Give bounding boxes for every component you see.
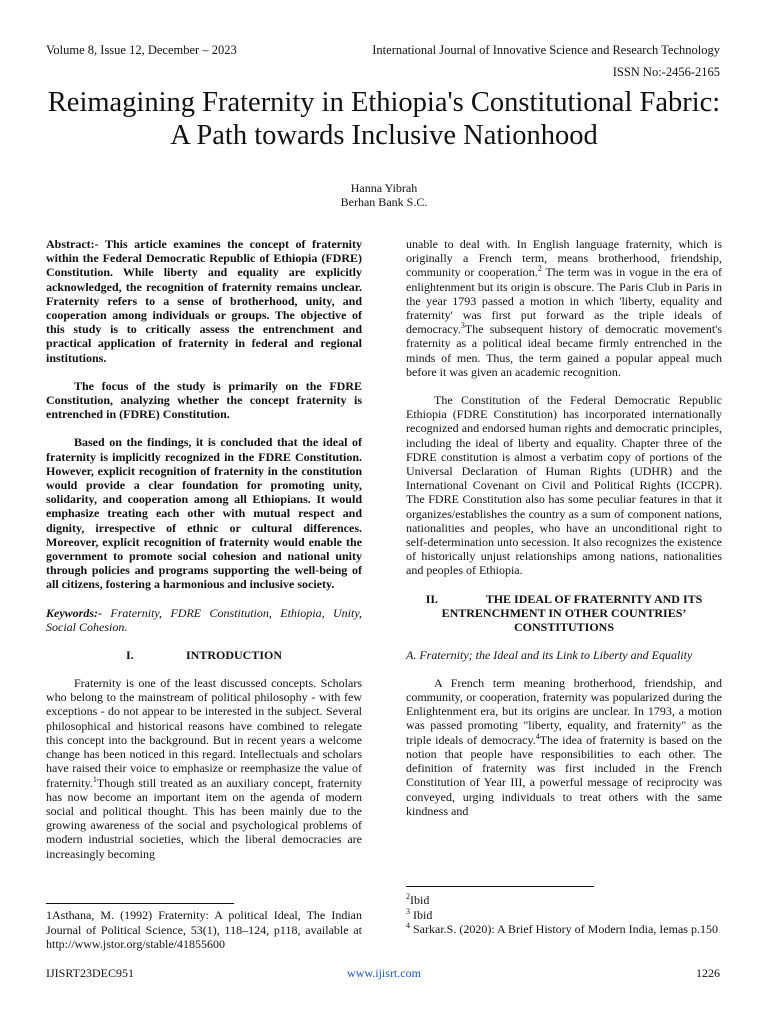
subsection-a-heading: A. Fraternity; the Ideal and its Link to Liberty and Equality [406, 647, 693, 662]
abstract-paragraph-2: The focus of the study is primarily on the FDRE Constitution, analyzing whether the concept fraternity is entrenched in (FDRE) Constitution. [46, 378, 362, 422]
keywords-text: Fraternity, FDRE Constitution, Ethiopia, Unity, Social Cohesion. [46, 605, 362, 634]
keywords-label: Keywords:- [46, 605, 102, 620]
right-p1-text-a: unable to deal with. In English language fraternity, which is originally a French term, means brotherhood, friendship, community or cooperation. [406, 237, 722, 280]
journal-volume: Volume 8, Issue 12, December – 2023 [46, 43, 237, 57]
footnote-4-text: Sarkar.S. (2020): A Brief History of Modern India, Iemas p.150 [410, 922, 718, 936]
footnote-4 [406, 922, 722, 937]
right-p3-text-a: A French term meaning brotherhood, friendship, and community, or cooperation, fraternity was popularized during the Enlightenment era, but its origins are unclear. In 1793, a motion was passed promoting "liberty, equality, and fraternity" as the triple ideals of democracy. [406, 675, 722, 747]
author-affiliation: Berhan Bank S.C. [340, 195, 428, 209]
section-1-heading [46, 648, 362, 662]
footnote-2-text: Ibid [410, 893, 430, 907]
footnote-ref-4: 4 [535, 731, 540, 741]
footnote-2-number: 2 [406, 892, 410, 901]
paper-code: IJISRT23DEC951 [46, 966, 134, 980]
intro-paragraph [46, 676, 362, 861]
right-paragraph-2: The Constitution of the Federal Democratic Republic Ethiopia (FDRE Constitution) has incorporated internationally recognized and endorsed human rights and democratic principles, including the ideal of liberty and equality. Chapter three of the FDRE constitution is almost a verbatim copy of portions of the Universal Declaration of Human Rights (UDHR) and the International Covenant on Civil and Political Rights (ICCPR). The FDRE Constitution also has some peculiar features in that it organizes/establishes the country as a sum of component nations, nationalities and peoples, who have an unconditional right to self-determination unto secession. It also recognizes the existence of historically unjust relationships among nations, nationalities and peoples of Ethiopia. [406, 393, 722, 578]
section-2-heading [406, 592, 722, 634]
footnote-ref-3: 3 [460, 321, 465, 331]
keywords [46, 606, 362, 634]
issn: ISSN No:-2456-2165 [612, 65, 720, 79]
footnote-4-number: 4 [406, 921, 410, 930]
author-name: Hanna Yibrah [350, 181, 418, 195]
page-number: 1226 [696, 966, 720, 980]
footnotes-right [406, 893, 722, 937]
left-column [46, 237, 362, 861]
footnote-divider-left [46, 903, 234, 904]
section-1-number: I. [125, 648, 134, 663]
footnote-ref-1: 1 [92, 774, 97, 784]
intro-text-a: Fraternity is one of the least discussed concepts. Scholars who belong to the mainstream of political philosophy - with few exceptions - do not appear to be interested in the subject. Several philosophical and historical reasons have combined to relegate this concept into the background. But in recent years a welcome change has been noticed in this regard. Intellectuals and scholars have raised their voice to emphasize or reemphasize the value of fraternity. [46, 676, 362, 790]
right-p1-text-c: The subsequent history of democratic movement's fraternity as a political ideal became firmly entrenched in the minds of men. Thus, the term gained a popular appeal much before it was given an academic recognition. [406, 322, 722, 379]
journal-name: International Journal of Innovative Science and Research Technology [372, 43, 720, 57]
footnote-3 [406, 908, 722, 923]
section-2-title: THE IDEAL OF FRATERNITY AND ITS ENTRENCHMENT IN OTHER COUNTRIES’ CONSTITUTIONS [441, 591, 703, 634]
footnotes-left [46, 908, 362, 952]
footnote-divider-right [406, 886, 594, 887]
right-p3-text-b: The idea of fraternity is based on the notion that people have responsibilities to each other. The definition of fraternity was first included in the French Constitution of Year III, a powerful message of reciprocity was conveyed, urging individuals to treat others with the same kindness and [406, 732, 722, 818]
footnote-1: 1Asthana, M. (1992) Fraternity: A political Ideal, The Indian Journal of Political Science, 53(1), 118–124, p118, available at http://www.jstor.org/stable/41855600 [46, 908, 362, 951]
section-2-number: II. [425, 591, 439, 606]
section-1-title: INTRODUCTION [185, 648, 282, 663]
right-column [406, 237, 722, 818]
footnote-3-number: 3 [406, 906, 410, 916]
abstract-paragraph-3: Based on the findings, it is concluded that the ideal of fraternity is implicitly recognized in the FDRE Constitution. However, explicit recognition of fraternity in the constitution would provide a clear foundation for promoting unity, solidarity, and cooperation among all Ethiopians. It would emphasize treating each other with mutual respect and dignity, irrespective of ethnic or cultural differences. Moreover, explicit recognition of fraternity would enable the government to promote social cohesion and national unity through policies and programs supporting the well-being of all citizens, fostering a harmonious and inclusive society. [46, 435, 362, 592]
footnote-2 [406, 893, 722, 908]
journal-website-link[interactable]: www.ijisrt.com [347, 966, 421, 980]
right-paragraph-3 [406, 676, 722, 818]
paper-title: Reimagining Fraternity in Ethiopia's Constitutional Fabric: A Path towards Inclusive Nationhood [47, 87, 721, 151]
abstract-paragraph-1: Abstract:- This article examines the concept of fraternity within the Federal Democratic Republic of Ethiopia (FDRE) Constitution. While liberty and equality are explicitly acknowledged, the recognition of fraternity remains unclear. Fraternity refers to a sense of brotherhood, unity, and cooperation among individuals or groups. The objective of this study is to critically assess the entrenchment and practical application of fraternity in federal and regional institutions. [46, 237, 362, 365]
footnote-3-text: Ibid [410, 907, 433, 922]
right-p1-text-b: The term was in vogue in the era of enlightenment but its origin is obscure. The Paris Club in Paris in the year 1793 passed a motion in which 'liberty, equality and fraternity' was first put forward as the triple ideals of democracy. [406, 265, 722, 337]
intro-text-b: Though still treated as an auxiliary concept, fraternity has now become an important item on the agenda of modern social and political thought. This has been mainly due to the growing awareness of the social and psychological problems of modern industrial societies, which the liberal democracies are increasingly becoming [46, 775, 362, 861]
right-paragraph-1 [406, 237, 722, 379]
footnote-ref-2: 2 [537, 264, 542, 274]
